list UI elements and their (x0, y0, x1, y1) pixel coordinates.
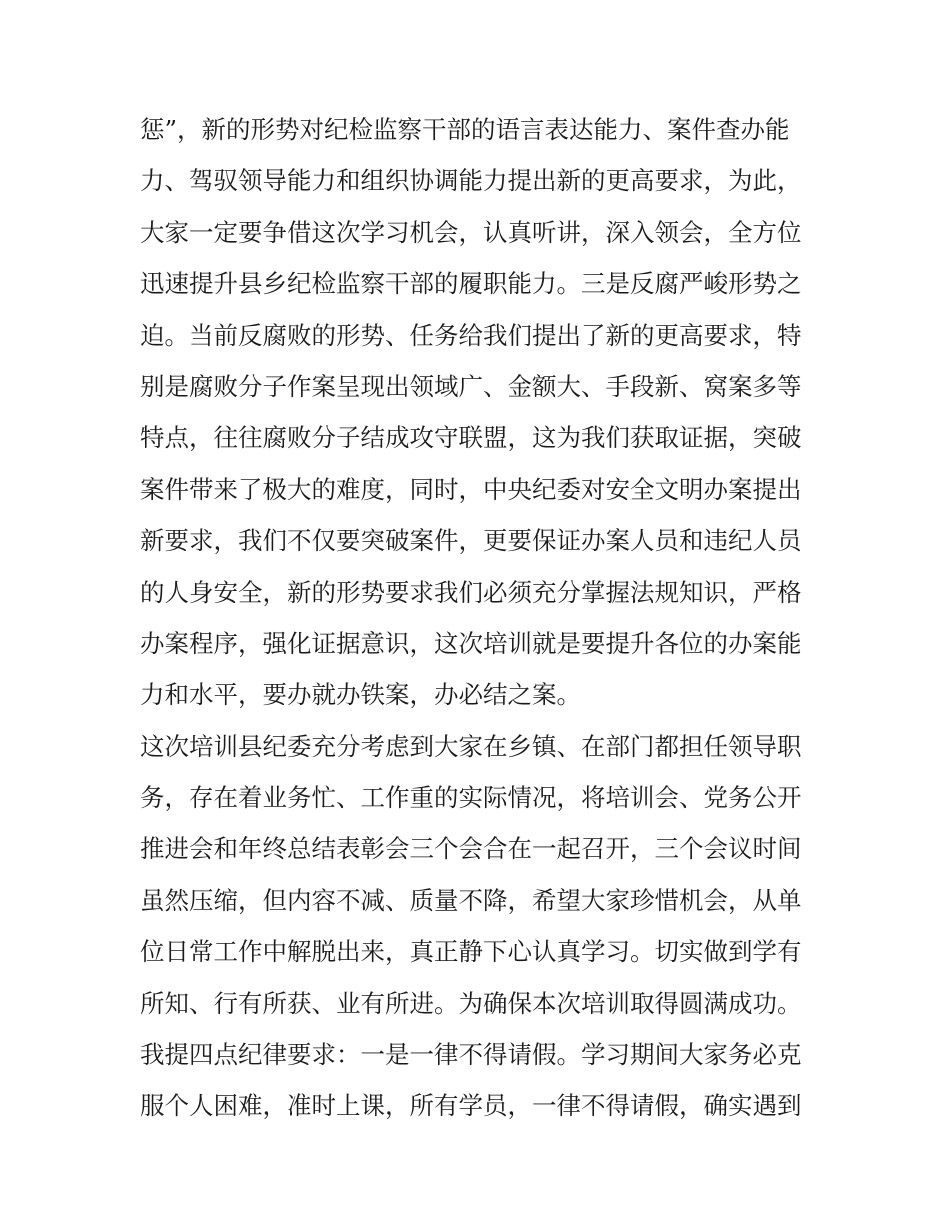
body-text (140, 104, 820, 1132)
text-line: 力、驾驭领导能力和组织协调能力提出新的更高要求，为此， (140, 166, 802, 196)
text-line: 的人身安全，新的形势要求我们必须充分掌握法规知识，严格 (140, 577, 802, 607)
text-line: 推进会和年终总结表彰会三个会合在一起召开，三个会议时间 (140, 834, 802, 864)
text-line: 案件带来了极大的难度，同时，中央纪委对安全文明办案提出 (140, 474, 802, 504)
text-line: 特点，往往腐败分子结成攻守联盟，这为我们获取证据，突破 (140, 423, 802, 453)
text-line: 迅速提升县乡纪检监察干部的履职能力。三是反腐严峻形势之 (140, 269, 802, 299)
text-line: 虽然压缩，但内容不减、质量不降，希望大家珍惜机会，从单 (140, 885, 802, 915)
text-line: 新要求，我们不仅要突破案件，更要保证办案人员和违纪人员 (140, 526, 802, 556)
text-line: 我提四点纪律要求：一是一律不得请假。学习期间大家务必克 (140, 1040, 802, 1070)
text-line: 服个人困难，准时上课，所有学员，一律不得请假，确实遇到 (140, 1091, 802, 1121)
text-line: 力和水平，要办就办铁案，办必结之案。 (140, 680, 581, 710)
text-line: 大家一定要争借这次学习机会，认真听讲，深入领会，全方位 (140, 217, 802, 247)
text-line: 迫。当前反腐败的形势、任务给我们提出了新的更高要求，特 (140, 320, 802, 350)
text-line: 位日常工作中解脱出来，真正静下心认真学习。切实做到学有 (140, 937, 802, 967)
text-line: 惩”，新的形势对纪检监察干部的语言表达能力、案件查办能 (140, 115, 790, 144)
text-line: 务，存在着业务忙、工作重的实际情况，将培训会、党务公开 (140, 783, 802, 813)
text-line: 别是腐败分子作案呈现出领域广、金额大、手段新、窝案多等 (140, 371, 802, 401)
text-line: 所知、行有所获、业有所进。为确保本次培训取得圆满成功。 (140, 988, 802, 1018)
text-line: 这次培训县纪委充分考虑到大家在乡镇、在部门都担任领导职 (140, 731, 802, 761)
text-line: 办案程序，强化证据意识，这次培训就是要提升各位的办案能 (140, 628, 802, 658)
